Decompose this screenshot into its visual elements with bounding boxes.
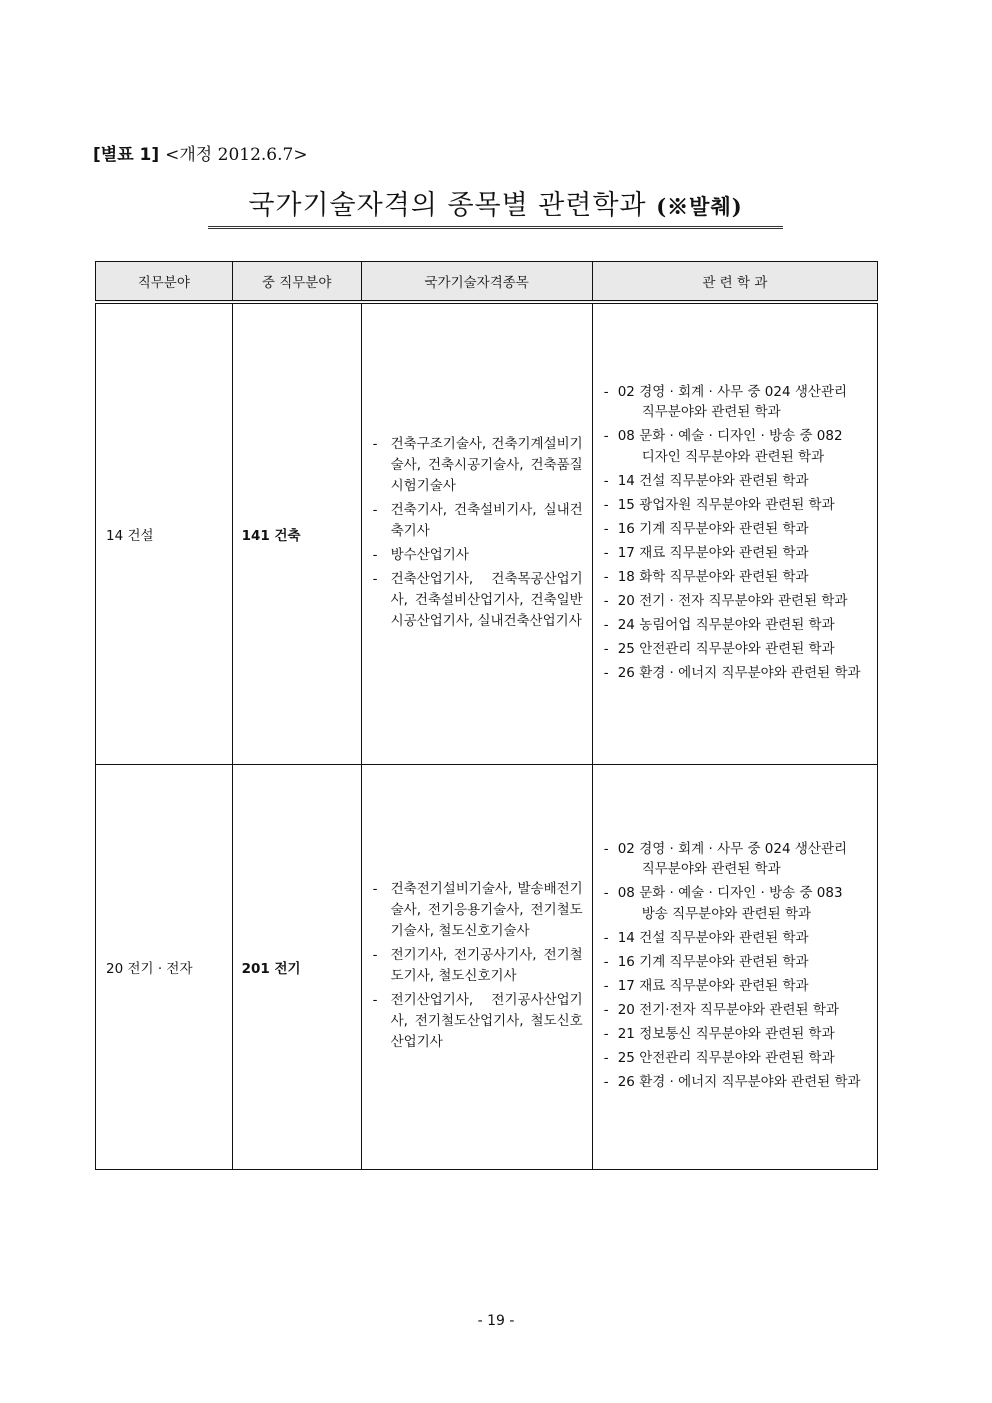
title-extract-note: (※발췌) [656,194,743,219]
list-item: - 16 기계 직무분야와 관련된 학과 [602,952,868,973]
department-list [594,382,876,684]
list-item: - 25 안전관리 직무분야와 관련된 학과 [602,639,868,660]
list-item-continuation: 직무분야와 관련된 학과 [641,861,781,877]
column-header-qualification: 국가기술자격종목 [361,262,592,303]
column-header-departments: 관 련 학 과 [592,262,877,303]
list-item-text: 08 문화 · 예술 · 디자인 · 방송 중 082 [617,428,843,444]
table-row [96,302,878,765]
page-number: - 19 - [477,1313,515,1329]
list-item: - 20 전기·전자 직무분야와 관련된 학과 [602,1000,868,1021]
document-title [208,183,783,222]
list-item: - 14 건설 직무분야와 관련된 학과 [602,928,868,949]
list-item: - 21 정보통신 직무분야와 관련된 학과 [602,1024,868,1045]
list-item: - 25 안전관리 직무분야와 관련된 학과 [602,1048,868,1069]
annex-label: [별표 1] [93,145,160,165]
list-item: - 17 재료 직무분야와 관련된 학과 [602,543,868,564]
list-item [602,839,868,880]
title-block [208,183,783,229]
list-item [602,382,868,423]
list-item: - 전기산업기사, 전기공사산업기사, 전기철도산업기사, 철도신호산업기사 [371,990,583,1053]
list-item [602,426,868,467]
list-item-text: 08 문화 · 예술 · 디자인 · 방송 중 083 [617,885,843,901]
list-item: - 전기기사, 전기공사기사, 전기철도기사, 철도신호기사 [371,945,583,987]
column-header-field: 직무분야 [96,262,233,303]
list-item: - 건축전기설비기술사, 발송배전기술사, 전기응용기술사, 전기철도기술사, 철도신호기술사 [371,879,583,942]
field-cell: 14 건설 [96,302,233,765]
annex-heading [93,140,308,165]
department-list [594,839,876,1093]
field-cell: 20 전기 · 전자 [96,765,233,1170]
qualification-table [95,261,878,1170]
list-item: - 26 환경 · 에너지 직무분야와 관련된 학과 [602,1072,868,1093]
list-item: - 18 화학 직무분야와 관련된 학과 [602,567,868,588]
list-item-text: 02 경영 · 회계 · 사무 중 024 생산관리 [617,840,848,857]
sub-field-cell: 201 전기 [232,765,361,1170]
sub-field-cell: 141 건축 [232,302,361,765]
amendment-note: <개정 2012.6.7> [165,145,308,165]
list-item: - 방수산업기사 [371,545,583,566]
list-item: - 건축기사, 건축설비기사, 실내건축기사 [371,500,583,542]
title-underline [208,226,783,229]
qualification-cell [361,765,592,1170]
departments-cell [592,765,877,1170]
qualification-cell [361,302,592,765]
list-item: - 17 재료 직무분야와 관련된 학과 [602,976,868,997]
list-item-text: 02 경영 · 회계 · 사무 중 024 생산관리 [617,383,848,400]
title-text: 국가기술자격의 종목별 관련학과 [248,190,647,221]
list-item: - 16 기계 직무분야와 관련된 학과 [602,519,868,540]
table-header-row [96,262,878,303]
column-header-sub-field: 중 직무분야 [232,262,361,303]
list-item: - 15 광업자원 직무분야와 관련된 학과 [602,495,868,516]
departments-cell [592,302,877,765]
qualification-list [363,879,591,1053]
list-item-continuation: 방송 직무분야와 관련된 학과 [641,905,812,922]
list-item: - 20 전기 · 전자 직무분야와 관련된 학과 [602,591,868,612]
list-item: - 24 농림어업 직무분야와 관련된 학과 [602,615,868,636]
list-item-continuation: 디자인 직무분야와 관련된 학과 [641,448,825,465]
table-row [96,765,878,1170]
list-item: - 26 환경 · 에너지 직무분야와 관련된 학과 [602,663,868,684]
list-item: - 14 건설 직무분야와 관련된 학과 [602,471,868,492]
qualification-list [363,434,591,632]
list-item: - 건축구조기술사, 건축기계설비기술사, 건축시공기술사, 건축품질시험기술사 [371,434,583,497]
list-item [602,883,868,924]
list-item-continuation: 직무분야와 관련된 학과 [641,404,781,420]
list-item: - 건축산업기사, 건축목공산업기사, 건축설비산업기사, 건축일반시공산업기사, 실내건축산업기사 [371,569,583,632]
